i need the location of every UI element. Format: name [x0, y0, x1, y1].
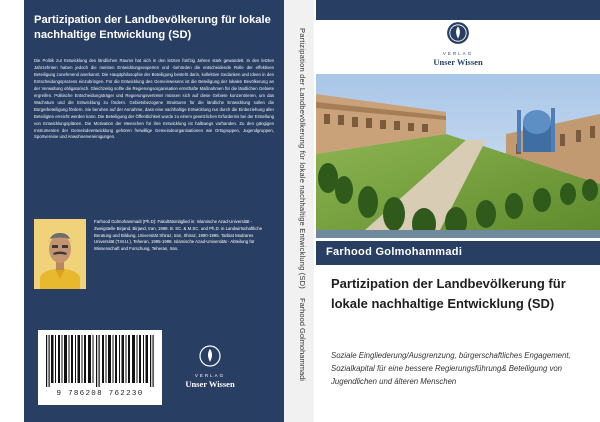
back-publisher-logo [175, 345, 245, 395]
front-logo-verlag: VERLAG [442, 51, 474, 56]
front-header-band [316, 0, 600, 20]
front-publisher-logo [420, 21, 496, 67]
back-cover [24, 0, 284, 422]
spine-author: Farhood Golmohammadi [298, 298, 307, 381]
publisher-emblem-icon [446, 21, 470, 45]
publisher-emblem-icon [199, 345, 221, 367]
front-cover [316, 0, 600, 422]
back-logo-name: Unser Wissen [185, 379, 235, 389]
front-author: Farhood Golmohammadi [326, 246, 463, 258]
isbn-barcode [38, 330, 162, 405]
front-subtitle: Soziale Eingliederung/Ausgrenzung, bürgerschaftliches Engagement, Sozialkapital für eine bessere Regierungsführung& Beteiligung von Jugendlichen und älteren Menschen [331, 351, 571, 386]
author-photo [34, 219, 86, 289]
back-logo-verlag: VERLAG [194, 373, 226, 378]
author-band [316, 241, 600, 265]
isbn-number: 9 786208 762230 [56, 390, 144, 398]
back-title: Partizipation der Landbevölkerung für lokale nachhaltige Entwicklung (SD) [34, 14, 271, 41]
author-bio: Farhood Golmohammadi (Ph.D): Fakultätsmitglied in: Islamische Azad-Universität - Zweigstelle Birjand, Birjand, Iran, 1998. B. SC. & M.SC. und Ph.D. in Landwirtschaftliche Beratung und Bildung, Universität Shiraz, Iran, Shiraz, 1990-1995. Tarbiat Modrares Universität (T.M.U.), Teheran, 1995-1998. Islamische Azad-Universität - Abteilung für Wissenschaft und Forschung, Teheran, Iran. [94, 219, 263, 252]
front-title: Partizipation der Landbevölkerung für lokale nachhaltige Entwicklung (SD) [331, 276, 566, 311]
cover-photo-square [316, 74, 600, 238]
front-logo-name: Unser Wissen [433, 57, 483, 67]
spine-title: Partizipation der Landbevölkerung für lokale nachhaltige Entwicklung (SD) [298, 28, 307, 289]
back-blurb: Die Politik zur Entwicklung des ländlichen Raums hat sich in den letzten fünfzig Jahren stark gewandelt. In den letzten Jahrzehnten haben jedoch die meisten Entwicklungsexperten und -behörden die entscheidende Rolle der effektiven Beteiligung zunehmend anerkannt. Die Hauptphilosophie der Beteiligung besteht darin, kollektive Gedanken und Ideen in den Entscheidungsprozess einzubringen. Für die Entwicklung des Gemeinwesens ist die Beteiligung der lokalen Bevölkerung an der Verwaltung obligatorisch. Gleichzeitig sollte die Regierungsorganisation ernsthafte Maßnahmen für die ländlichen Gebiete ergreifen. Politische Entscheidungsträger und Regierungsvertreter müssen sich auf diese Gebiete konzentrieren, um das Wachstum und die Entwicklung zu fördern. Gebietsbezogene Strukturen für die ländliche Entwicklung sollen die Bürgerbeteiligung fördern. Sie beruhen auf der Annahme, dass eine nachhaltige Entwicklung nur durch die Einbeziehung aller Beteiligten erreicht werden kann. Die Beteiligung der Öffentlichkeit wurde zu einem gesetzlichen Erfordernis bei der Erstellung von Entwicklungsplänen. Die Motivation der Menschen für ihre Entwicklung ist halbwegs vorhanden. Zu den gängigen Instrumenten der Gemeindeentwicklung gehören freiwillige Gemeindeorganisationen wie Ortsgruppen, Jugendgruppen, Sportvereine und Anwohnervereinigungen. [34, 58, 274, 140]
